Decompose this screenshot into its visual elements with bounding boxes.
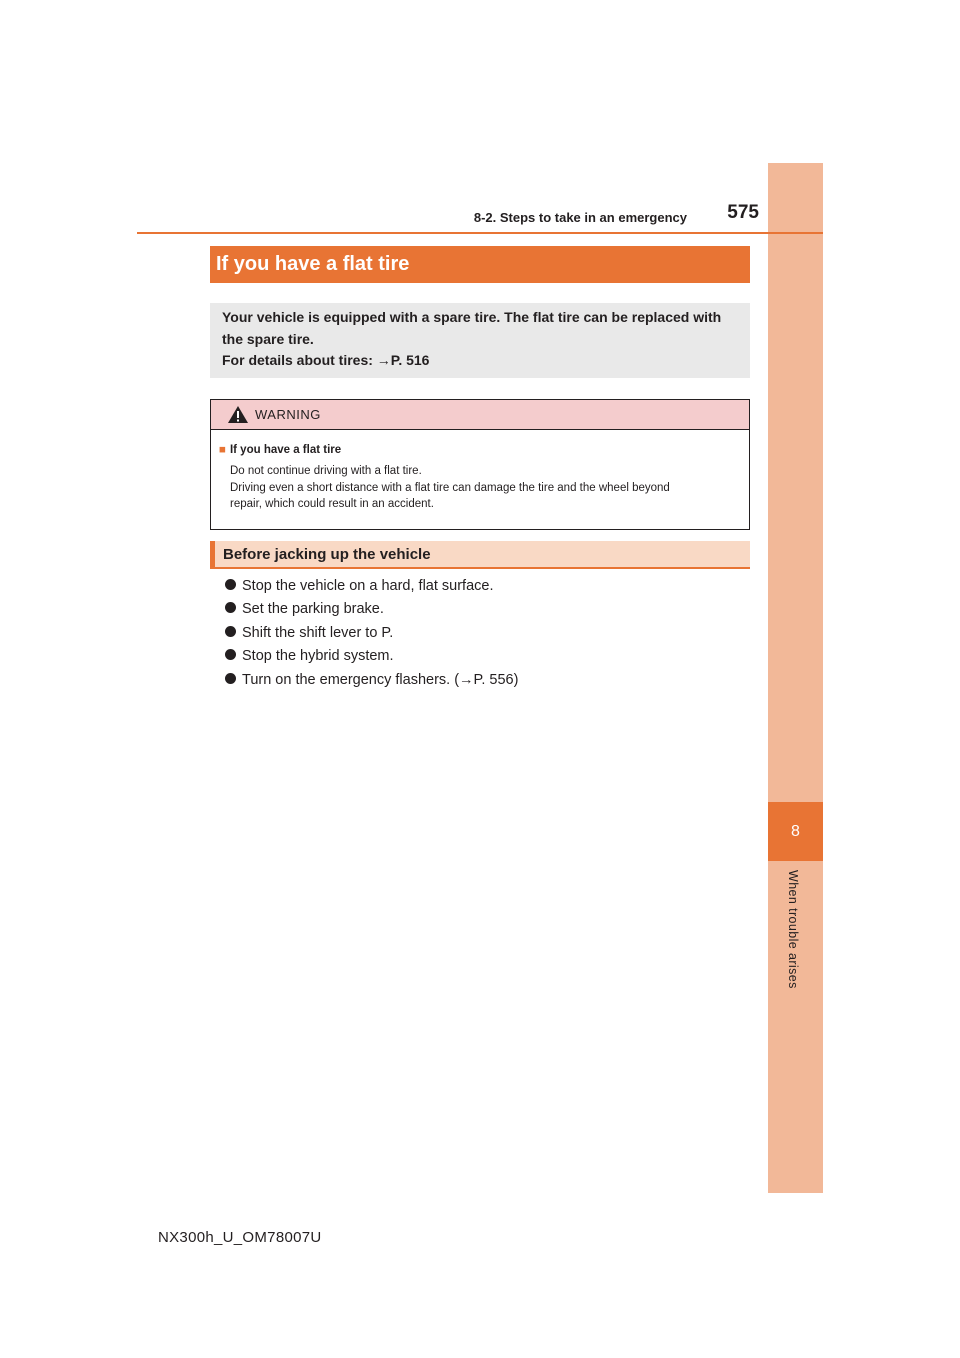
list-item: [225, 625, 393, 641]
square-bullet-icon: ■: [219, 444, 226, 456]
list-item-text: Set the parking brake.: [242, 601, 384, 617]
bullet-icon: [225, 649, 236, 660]
bullet-icon: [225, 626, 236, 637]
warning-triangle-icon: [227, 405, 249, 424]
warning-header: [211, 400, 749, 430]
list-item-text: Stop the vehicle on a hard, flat surface.: [242, 578, 494, 594]
subsection-bar: [210, 541, 750, 569]
warning-text: repair, which could result in an accident.: [230, 498, 434, 510]
warning-title: WARNING: [255, 407, 321, 422]
warning-subheading: [219, 444, 341, 456]
bullet-icon: [225, 673, 236, 684]
list-item: [225, 672, 518, 688]
manual-code: NX300h_U_OM78007U: [158, 1229, 322, 1246]
list-item-text[interactable]: Turn on the emergency flashers. (→P. 556): [242, 672, 519, 688]
list-item-text: Shift the shift lever to P.: [242, 625, 394, 641]
warning-box: [210, 399, 750, 530]
bullet-icon: [225, 602, 236, 613]
chapter-title: When trouble arises: [786, 870, 800, 989]
list-item: [225, 601, 384, 617]
section-heading: 8-2. Steps to take in an emergency: [473, 210, 687, 225]
subsection-title: Before jacking up the vehicle: [223, 546, 431, 563]
warning-text: Do not continue driving with a flat tire.: [230, 465, 422, 477]
warning-subheading-text: If you have a flat tire: [229, 444, 342, 456]
chapter-side-tab: [768, 163, 823, 1193]
page-number: 575: [727, 202, 759, 223]
chapter-number: 8: [768, 802, 823, 861]
header-rule: [137, 232, 823, 234]
intro-line: Your vehicle is equipped with a spare tire. The flat tire can be replaced with: [222, 309, 722, 325]
warning-text: Driving even a short distance with a flat tire can damage the tire and the wheel beyond: [230, 482, 670, 494]
subsection-accent: [210, 541, 215, 567]
chapter-title-container: [768, 870, 823, 1000]
page-title: If you have a flat tire: [216, 253, 410, 275]
list-item-text: Stop the hybrid system.: [242, 648, 394, 664]
intro-box: [210, 303, 750, 378]
list-item: [225, 578, 493, 594]
intro-link[interactable]: For details about tires: →P. 516: [222, 352, 430, 368]
bullet-icon: [225, 579, 236, 590]
title-bar: [210, 246, 750, 283]
intro-line: the spare tire.: [222, 331, 314, 347]
list-item: [225, 648, 394, 664]
